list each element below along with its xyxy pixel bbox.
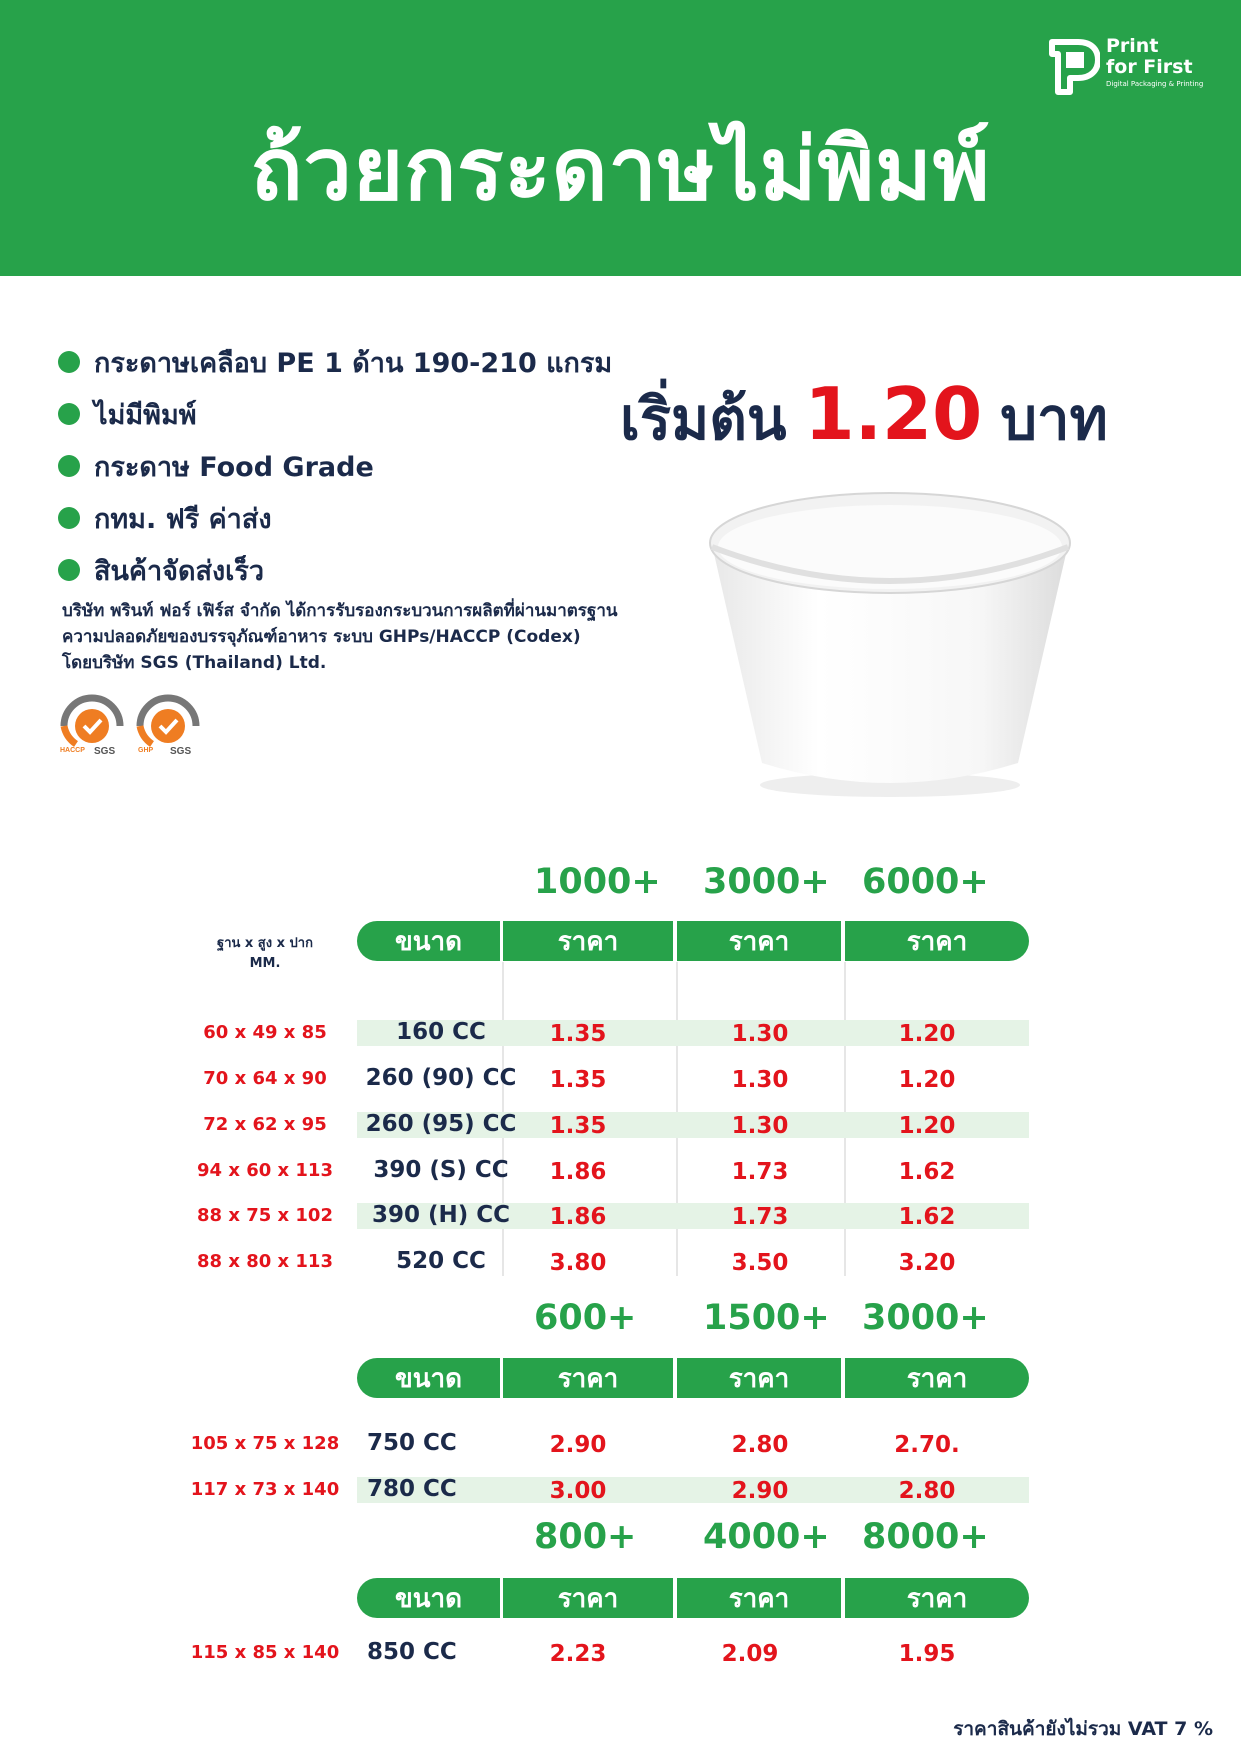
feature-text: กระดาษ Food Grade bbox=[94, 451, 374, 483]
logo-name-line2: for First bbox=[1106, 56, 1193, 78]
sgs-certification-badges bbox=[56, 686, 216, 756]
tier-label: 800+ bbox=[534, 1517, 637, 1557]
tier-label: 1000+ bbox=[534, 862, 661, 902]
certification-text bbox=[62, 598, 662, 676]
row-price: 1.30 bbox=[731, 1067, 789, 1093]
table-header-row bbox=[357, 921, 1029, 961]
row-price: 1.62 bbox=[898, 1159, 956, 1185]
haccp-badge-icon bbox=[60, 698, 120, 756]
table-row bbox=[190, 1247, 1030, 1275]
row-size: 260 (90) CC bbox=[365, 1065, 517, 1091]
page-title: ถ้วยกระดาษไม่พิมพ์ bbox=[250, 120, 991, 220]
table-header-row bbox=[357, 1578, 1029, 1618]
row-price: 3.00 bbox=[549, 1478, 607, 1504]
row-price: 1.62 bbox=[898, 1204, 956, 1230]
price-column-header: ราคา bbox=[845, 1578, 1029, 1618]
dimension-header-unit: MM. bbox=[249, 956, 281, 971]
table-header-row bbox=[357, 1358, 1029, 1398]
row-size: 390 (H) CC bbox=[371, 1202, 511, 1228]
row-dimension: 60 x 49 x 85 bbox=[203, 1022, 327, 1043]
feature-item bbox=[58, 440, 612, 492]
price-column-header: ราคา bbox=[503, 1358, 673, 1398]
row-dimension: 72 x 62 x 95 bbox=[203, 1114, 327, 1135]
row-price: 1.30 bbox=[731, 1113, 789, 1139]
svg-text:SGS: SGS bbox=[94, 746, 116, 756]
row-size: 780 CC bbox=[367, 1476, 457, 1502]
row-size: 750 CC bbox=[367, 1430, 457, 1456]
row-dimension: 105 x 75 x 128 bbox=[190, 1433, 340, 1454]
size-column-header: ขนาด bbox=[357, 1358, 500, 1398]
price-column-header: ราคา bbox=[845, 1358, 1029, 1398]
table-row bbox=[190, 1429, 1030, 1457]
cert-line: ความปลอดภัยของบรรจุภัณฑ์อาหาร ระบบ GHPs/HACCP (Codex) bbox=[62, 627, 581, 647]
feature-text: กทม. ฟรี ค่าส่ง bbox=[94, 503, 272, 535]
row-price: 2.90 bbox=[731, 1478, 789, 1504]
price-column-header: ราคา bbox=[845, 921, 1029, 961]
table-row bbox=[190, 1064, 1030, 1092]
price-column-header: ราคา bbox=[503, 1578, 673, 1618]
header-banner bbox=[0, 0, 1241, 276]
svg-text:HACCP: HACCP bbox=[60, 747, 85, 754]
feature-text: กระดาษเคลือบ PE 1 ด้าน 190-210 แกรม bbox=[94, 347, 613, 379]
row-price: 3.50 bbox=[731, 1250, 789, 1276]
row-price: 1.86 bbox=[549, 1204, 607, 1230]
row-price: 3.20 bbox=[898, 1250, 956, 1276]
tier-label: 3000+ bbox=[862, 1298, 989, 1338]
feature-item bbox=[58, 388, 612, 440]
paper-bowl-image bbox=[700, 485, 1080, 805]
logo-tagline: Digital Packaging & Printing bbox=[1106, 80, 1204, 88]
row-size: 520 CC bbox=[396, 1248, 486, 1274]
quantity-tiers bbox=[520, 862, 1040, 908]
row-price: 1.30 bbox=[731, 1021, 789, 1047]
bullet-icon bbox=[58, 403, 80, 425]
table-row bbox=[190, 1475, 1030, 1503]
svg-text:GHP: GHP bbox=[138, 747, 154, 754]
row-price: 1.86 bbox=[549, 1159, 607, 1185]
table-row bbox=[190, 1201, 1030, 1229]
row-price: 1.95 bbox=[898, 1641, 956, 1667]
bullet-icon bbox=[58, 351, 80, 373]
feature-list bbox=[58, 336, 612, 596]
row-size: 160 CC bbox=[396, 1019, 486, 1045]
row-price: 2.09 bbox=[721, 1641, 779, 1667]
bullet-icon bbox=[58, 455, 80, 477]
row-dimension: 94 x 60 x 113 bbox=[197, 1160, 333, 1181]
table-row bbox=[190, 1110, 1030, 1138]
row-price: 1.73 bbox=[731, 1204, 789, 1230]
print-for-first-logo-icon bbox=[1048, 38, 1100, 96]
tier-label: 600+ bbox=[534, 1298, 637, 1338]
cert-line: บริษัท พรินท์ ฟอร์ เฟิร์ส จำกัด ได้การรับรองกระบวนการผลิตที่ผ่านมาตรฐาน bbox=[62, 601, 618, 621]
feature-text: สินค้าจัดส่งเร็ว bbox=[94, 555, 265, 587]
vat-footnote: ราคาสินค้ายังไม่รวม VAT 7 % bbox=[953, 1718, 1213, 1740]
table-row bbox=[190, 1156, 1030, 1184]
row-price: 1.20 bbox=[898, 1067, 956, 1093]
tier-label: 3000+ bbox=[703, 862, 830, 902]
svg-text:SGS: SGS bbox=[170, 746, 192, 756]
row-price: 1.20 bbox=[898, 1021, 956, 1047]
row-price: 1.35 bbox=[549, 1113, 607, 1139]
row-price: 2.80 bbox=[898, 1478, 956, 1504]
tier-label: 8000+ bbox=[862, 1517, 989, 1557]
row-dimension: 70 x 64 x 90 bbox=[203, 1068, 327, 1089]
row-size: 260 (95) CC bbox=[365, 1111, 517, 1137]
price-column-header: ราคา bbox=[503, 921, 673, 961]
row-price: 1.20 bbox=[898, 1113, 956, 1139]
size-column-header: ขนาด bbox=[357, 921, 500, 961]
feature-text: ไม่มีพิมพ์ bbox=[94, 399, 197, 431]
ghp-badge-icon bbox=[138, 698, 196, 756]
row-size: 850 CC bbox=[367, 1639, 457, 1665]
row-dimension: 88 x 75 x 102 bbox=[197, 1205, 333, 1226]
row-price: 3.80 bbox=[549, 1250, 607, 1276]
price-column-header: ราคา bbox=[677, 921, 841, 961]
table-row bbox=[190, 1018, 1030, 1046]
row-price: 2.90 bbox=[549, 1432, 607, 1458]
tier-label: 4000+ bbox=[703, 1517, 830, 1557]
price-prefix: เริ่มต้น bbox=[620, 385, 787, 453]
row-size: 390 (S) CC bbox=[373, 1157, 509, 1183]
price-column-header: ราคา bbox=[677, 1358, 841, 1398]
price-suffix: บาท bbox=[1000, 385, 1108, 453]
row-price: 2.80 bbox=[731, 1432, 789, 1458]
quantity-tiers bbox=[520, 1517, 1040, 1563]
row-dimension: 117 x 73 x 140 bbox=[190, 1479, 340, 1500]
feature-item bbox=[58, 492, 612, 544]
logo-name bbox=[1106, 36, 1193, 78]
row-price: 1.73 bbox=[731, 1159, 789, 1185]
feature-item bbox=[58, 544, 612, 596]
row-dimension: 115 x 85 x 140 bbox=[190, 1642, 340, 1663]
logo-name-line1: Print bbox=[1106, 35, 1159, 57]
tier-label: 1500+ bbox=[703, 1298, 830, 1338]
tier-label: 6000+ bbox=[862, 862, 989, 902]
bullet-icon bbox=[58, 559, 80, 581]
price-column-header: ราคา bbox=[677, 1578, 841, 1618]
starting-price bbox=[620, 372, 1108, 465]
row-price: 2.23 bbox=[549, 1641, 607, 1667]
row-price: 1.35 bbox=[549, 1021, 607, 1047]
price-value: 1.20 bbox=[804, 372, 983, 456]
bullet-icon bbox=[58, 507, 80, 529]
dimension-header bbox=[190, 934, 340, 974]
quantity-tiers bbox=[520, 1298, 1040, 1344]
table-row bbox=[190, 1638, 1030, 1666]
row-price: 1.35 bbox=[549, 1067, 607, 1093]
row-dimension: 88 x 80 x 113 bbox=[197, 1251, 333, 1272]
feature-item bbox=[58, 336, 612, 388]
row-price: 2.70. bbox=[894, 1432, 960, 1458]
size-column-header: ขนาด bbox=[357, 1578, 500, 1618]
dimension-header-label: ฐาน x สูง x ปาก bbox=[217, 936, 313, 951]
cert-line: โดยบริษัท SGS (Thailand) Ltd. bbox=[62, 653, 327, 673]
